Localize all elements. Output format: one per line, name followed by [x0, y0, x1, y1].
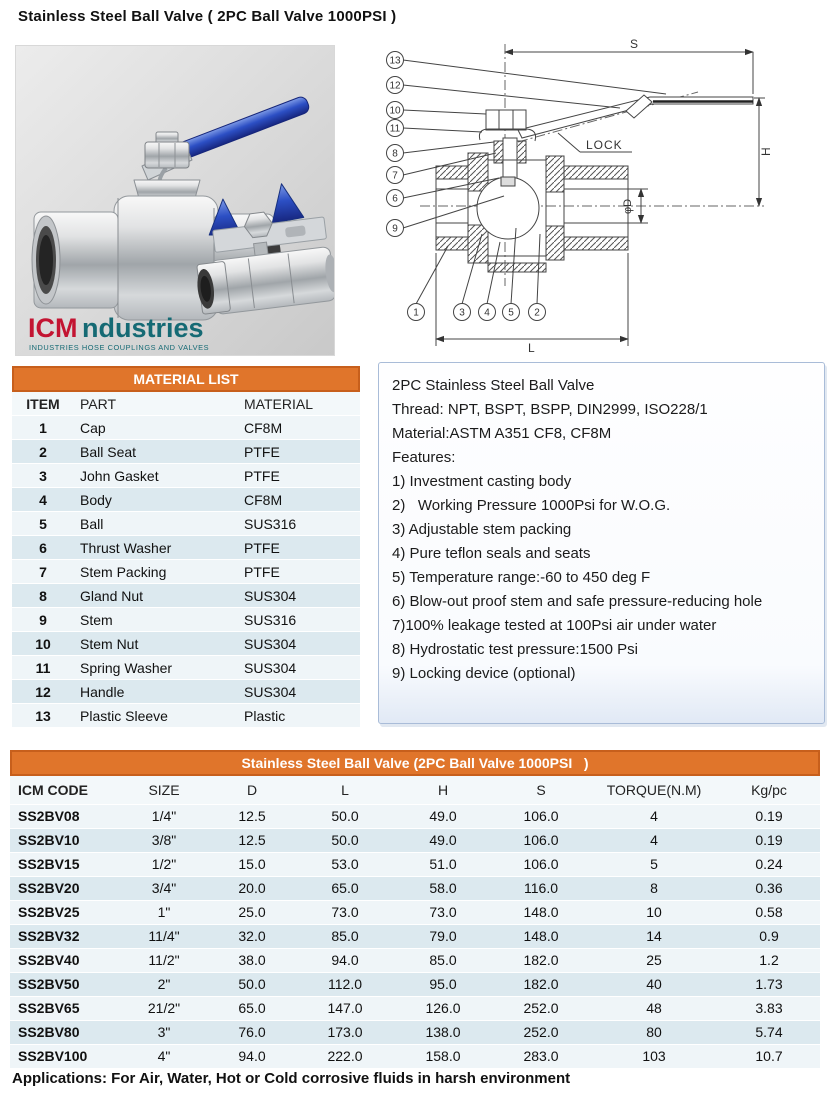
material-value: SUS304 [238, 632, 360, 656]
material-part-name: Stem Packing [74, 560, 238, 584]
spec-kg: 0.24 [718, 852, 820, 876]
stem-nut-part [486, 110, 526, 130]
material-value: SUS316 [238, 608, 360, 632]
spec-table-section [10, 750, 820, 1069]
spec-row [10, 852, 820, 876]
col-header-kg: Kg/pc [718, 776, 820, 804]
material-item-number: 12 [12, 680, 74, 704]
callout-11: 11 [389, 123, 401, 135]
feature-line: 3) Adjustable stem packing [392, 521, 572, 538]
material-item-number: 5 [12, 512, 74, 536]
col-header-size: SIZE [120, 776, 208, 804]
spec-s: 252.0 [492, 1020, 590, 1044]
spec-h: 158.0 [394, 1044, 492, 1068]
spec-d: 38.0 [208, 948, 296, 972]
spec-s: 148.0 [492, 924, 590, 948]
spec-d: 15.0 [208, 852, 296, 876]
spec-row [10, 1044, 820, 1068]
spec-kg: 0.58 [718, 900, 820, 924]
material-part-name: Spring Washer [74, 656, 238, 680]
spec-torque: 4 [590, 804, 718, 828]
page-title: Stainless Steel Ball Valve ( 2PC Ball Valve 1000PSI ) [18, 8, 397, 25]
spec-row [10, 972, 820, 996]
spec-code: SS2BV65 [10, 996, 120, 1020]
spec-row [10, 1020, 820, 1044]
spec-code: SS2BV15 [10, 852, 120, 876]
spec-l: 222.0 [296, 1044, 394, 1068]
material-row [12, 656, 360, 680]
valve-cross-section-drawing [368, 38, 825, 354]
product-photo [15, 45, 335, 356]
spec-l: 53.0 [296, 852, 394, 876]
feature-line: 2PC Stainless Steel Ball Valve [392, 377, 595, 394]
spec-torque: 103 [590, 1044, 718, 1068]
technical-drawing [368, 38, 825, 354]
dim-label-l: L [528, 341, 535, 354]
spec-size: 11/4" [120, 924, 208, 948]
spec-s: 106.0 [492, 804, 590, 828]
material-row [12, 632, 360, 656]
valves-photo-illustration [16, 46, 334, 355]
callout-9: 9 [392, 223, 398, 235]
logo-tagline: INDUSTRIES HOSE COUPLINGS AND VALVES [29, 343, 210, 352]
spec-header-row [10, 776, 820, 804]
spec-size: 1/2" [120, 852, 208, 876]
dim-label-d: φD [622, 198, 634, 214]
spec-s: 106.0 [492, 852, 590, 876]
feature-line: 6) Blow-out proof stem and safe pressure-reducing hole [392, 593, 763, 610]
spec-row [10, 948, 820, 972]
spec-l: 112.0 [296, 972, 394, 996]
spec-code: SS2BV08 [10, 804, 120, 828]
spec-d: 76.0 [208, 1020, 296, 1044]
spec-row [10, 900, 820, 924]
spec-row [10, 876, 820, 900]
spec-l: 50.0 [296, 804, 394, 828]
spec-code: SS2BV10 [10, 828, 120, 852]
logo-industries-text: ndustries [82, 313, 204, 343]
material-item-number: 10 [12, 632, 74, 656]
col-header-item: ITEM [12, 392, 74, 416]
material-part-name: Ball Seat [74, 440, 238, 464]
spec-size: 21/2" [120, 996, 208, 1020]
col-header-part: PART [74, 392, 238, 416]
material-row [12, 704, 360, 728]
material-value: PTFE [238, 536, 360, 560]
callout-1: 1 [413, 307, 419, 319]
spec-d: 65.0 [208, 996, 296, 1020]
spec-l: 73.0 [296, 900, 394, 924]
spec-size: 2" [120, 972, 208, 996]
spec-kg: 0.19 [718, 828, 820, 852]
col-header-d: D [208, 776, 296, 804]
spec-l: 85.0 [296, 924, 394, 948]
feature-line: Thread: NPT, BSPT, BSPP, DIN2999, ISO228/1 [392, 401, 708, 418]
col-header-material: MATERIAL [238, 392, 360, 416]
spec-l: 94.0 [296, 948, 394, 972]
features-box [378, 362, 825, 724]
spec-size: 3/8" [120, 828, 208, 852]
spec-kg: 10.7 [718, 1044, 820, 1068]
material-row [12, 536, 360, 560]
material-value: PTFE [238, 560, 360, 584]
spec-kg: 0.9 [718, 924, 820, 948]
material-row [12, 680, 360, 704]
material-value: SUS304 [238, 584, 360, 608]
spec-l: 65.0 [296, 876, 394, 900]
material-row [12, 584, 360, 608]
callout-5: 5 [508, 307, 514, 319]
callout-12: 12 [389, 80, 401, 92]
spec-kg: 5.74 [718, 1020, 820, 1044]
material-value: SUS316 [238, 512, 360, 536]
spec-torque: 40 [590, 972, 718, 996]
material-value: Plastic [238, 704, 360, 728]
feature-line: Material:ASTM A351 CF8, CF8M [392, 425, 612, 442]
spec-d: 12.5 [208, 828, 296, 852]
spec-row [10, 996, 820, 1020]
spec-d: 50.0 [208, 972, 296, 996]
feature-line: 9) Locking device (optional) [392, 665, 576, 682]
material-part-name: Stem Nut [74, 632, 238, 656]
spec-size: 1" [120, 900, 208, 924]
material-part-name: Thrust Washer [74, 536, 238, 560]
material-value: SUS304 [238, 680, 360, 704]
spec-size: 4" [120, 1044, 208, 1068]
material-item-number: 1 [12, 416, 74, 440]
ball-slot [501, 177, 515, 186]
material-row [12, 488, 360, 512]
spec-code: SS2BV50 [10, 972, 120, 996]
material-item-number: 7 [12, 560, 74, 584]
spec-torque: 10 [590, 900, 718, 924]
col-header-torque: TORQUE(N.M) [590, 776, 718, 804]
dim-label-s: S [630, 38, 639, 51]
spec-h: 95.0 [394, 972, 492, 996]
spec-torque: 25 [590, 948, 718, 972]
lock-label: LOCK [586, 138, 623, 152]
spec-s: 283.0 [492, 1044, 590, 1068]
material-part-name: Ball [74, 512, 238, 536]
spec-s: 106.0 [492, 828, 590, 852]
spec-h: 138.0 [394, 1020, 492, 1044]
spec-size: 11/2" [120, 948, 208, 972]
spec-d: 20.0 [208, 876, 296, 900]
material-list-section [12, 366, 360, 728]
material-item-number: 8 [12, 584, 74, 608]
spec-h: 49.0 [394, 828, 492, 852]
col-header-h: H [394, 776, 492, 804]
spec-size: 1/4" [120, 804, 208, 828]
feature-line: 1) Investment casting body [392, 473, 572, 490]
spec-row [10, 924, 820, 948]
spec-torque: 8 [590, 876, 718, 900]
callout-10: 10 [389, 105, 401, 117]
feature-line: Features: [392, 449, 456, 466]
spec-torque: 4 [590, 828, 718, 852]
callout-2: 2 [534, 307, 540, 319]
col-header-icm-code: ICM CODE [10, 776, 120, 804]
spec-kg: 3.83 [718, 996, 820, 1020]
material-part-name: Cap [74, 416, 238, 440]
spec-h: 85.0 [394, 948, 492, 972]
col-header-s: S [492, 776, 590, 804]
callout-13: 13 [389, 55, 401, 67]
spec-size: 3" [120, 1020, 208, 1044]
spec-row [10, 828, 820, 852]
material-item-number: 4 [12, 488, 74, 512]
bottom-boss [488, 263, 546, 272]
feature-line: 4) Pure teflon seals and seats [392, 545, 591, 562]
material-header-row [12, 392, 360, 416]
spec-torque: 5 [590, 852, 718, 876]
callout-6: 6 [392, 193, 398, 205]
material-part-name: Body [74, 488, 238, 512]
spec-s: 182.0 [492, 972, 590, 996]
callout-4: 4 [484, 307, 490, 319]
callout-3: 3 [459, 307, 465, 319]
feature-line: 8) Hydrostatic test pressure:1500 Psi [392, 641, 638, 658]
spec-kg: 1.2 [718, 948, 820, 972]
spec-h: 58.0 [394, 876, 492, 900]
material-row [12, 440, 360, 464]
material-list-table [12, 392, 360, 728]
spec-s: 148.0 [492, 900, 590, 924]
callout-7: 7 [392, 170, 398, 182]
spec-h: 73.0 [394, 900, 492, 924]
spec-s: 252.0 [492, 996, 590, 1020]
feature-line: 5) Temperature range:-60 to 450 deg F [392, 569, 651, 586]
spec-d: 32.0 [208, 924, 296, 948]
spec-d: 25.0 [208, 900, 296, 924]
material-part-name: Stem [74, 608, 238, 632]
spec-l: 147.0 [296, 996, 394, 1020]
material-item-number: 2 [12, 440, 74, 464]
dim-label-h: H [759, 147, 773, 156]
spec-kg: 1.73 [718, 972, 820, 996]
spec-code: SS2BV32 [10, 924, 120, 948]
spec-h: 79.0 [394, 924, 492, 948]
material-part-name: Gland Nut [74, 584, 238, 608]
spec-row [10, 804, 820, 828]
callout-8: 8 [392, 148, 398, 160]
feature-line: 2) Working Pressure 1000Psi for W.O.G. [392, 497, 671, 514]
spec-l: 173.0 [296, 1020, 394, 1044]
logo-icm-text: ICM [28, 313, 78, 343]
applications-note: Applications: For Air, Water, Hot or Cold corrosive fluids in harsh environment [12, 1070, 571, 1087]
material-part-name: John Gasket [74, 464, 238, 488]
spec-kg: 0.19 [718, 804, 820, 828]
spec-l: 50.0 [296, 828, 394, 852]
stem-hex-nut [145, 142, 189, 168]
spec-code: SS2BV100 [10, 1044, 120, 1068]
material-value: PTFE [238, 464, 360, 488]
spec-kg: 0.36 [718, 876, 820, 900]
material-item-number: 9 [12, 608, 74, 632]
material-value: SUS304 [238, 656, 360, 680]
spec-d: 94.0 [208, 1044, 296, 1068]
feature-line: 7)100% leakage tested at 100Psi air under water [392, 617, 717, 634]
material-value: PTFE [238, 440, 360, 464]
spec-torque: 80 [590, 1020, 718, 1044]
icm-logo [28, 313, 209, 352]
spec-d: 12.5 [208, 804, 296, 828]
material-row [12, 464, 360, 488]
material-item-number: 13 [12, 704, 74, 728]
col-header-l: L [296, 776, 394, 804]
spec-table-title: Stainless Steel Ball Valve (2PC Ball Valve 1000PSI ) [10, 750, 820, 776]
spec-torque: 14 [590, 924, 718, 948]
material-item-number: 6 [12, 536, 74, 560]
spec-torque: 48 [590, 996, 718, 1020]
stem-part [503, 138, 517, 180]
spec-size: 3/4" [120, 876, 208, 900]
material-row [12, 608, 360, 632]
spec-s: 182.0 [492, 948, 590, 972]
spec-code: SS2BV80 [10, 1020, 120, 1044]
material-value: CF8M [238, 416, 360, 440]
spec-table [10, 776, 820, 1069]
spec-s: 116.0 [492, 876, 590, 900]
material-row [12, 560, 360, 584]
material-part-name: Handle [74, 680, 238, 704]
material-part-name: Plastic Sleeve [74, 704, 238, 728]
spec-h: 49.0 [394, 804, 492, 828]
material-item-number: 11 [12, 656, 74, 680]
material-list-title: MATERIAL LIST [12, 366, 360, 392]
material-row [12, 416, 360, 440]
spec-code: SS2BV40 [10, 948, 120, 972]
spec-code: SS2BV25 [10, 900, 120, 924]
material-row [12, 512, 360, 536]
spec-h: 51.0 [394, 852, 492, 876]
spec-code: SS2BV20 [10, 876, 120, 900]
material-value: CF8M [238, 488, 360, 512]
material-item-number: 3 [12, 464, 74, 488]
spec-h: 126.0 [394, 996, 492, 1020]
